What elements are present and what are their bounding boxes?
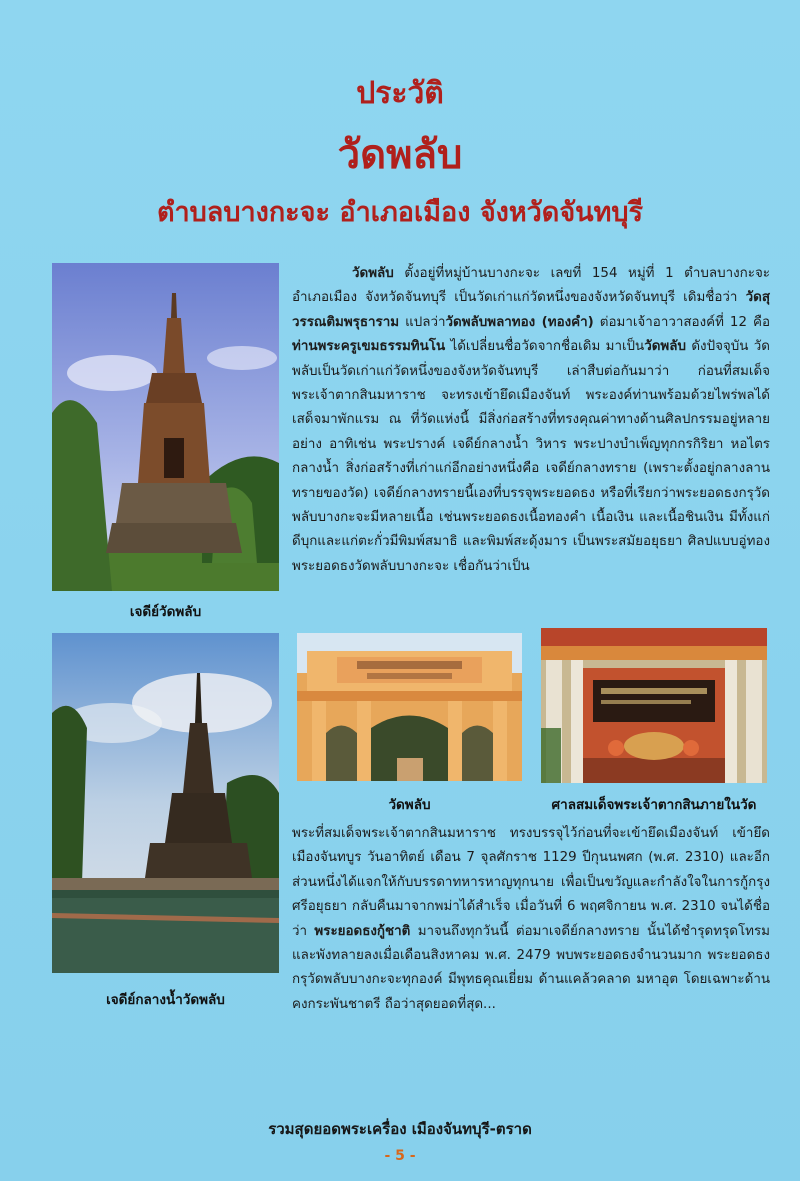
heading-history: ประวัติ xyxy=(356,76,444,111)
old-name-bold: วัดสุวรรณติมพรุธาราม xyxy=(292,290,770,330)
new-name-bold: วัดพลับ xyxy=(644,339,686,355)
abbot-name-bold: ท่านพระครูเขมธรรมทินโน xyxy=(292,339,446,355)
page-subtitle: ตำบลบางกะจะ อำเภอเมือง จังหวัดจันทบุรี xyxy=(156,197,644,228)
caption-shrine: ศาลสมเด็จพระเจ้าตากสินภายในวัด xyxy=(551,797,757,813)
caption-chedi: เจดีย์วัดพลับ xyxy=(129,604,202,620)
chedi-photo xyxy=(52,263,279,591)
temple-name-bold: วัดพลับ xyxy=(352,266,394,281)
history-paragraph-1 xyxy=(292,262,770,579)
caption-temple: วัดพลับ xyxy=(388,797,431,813)
shrine-photo xyxy=(541,628,767,783)
temple-gate-photo xyxy=(297,633,522,781)
text-run: ได้เปลี่ยนชื่อวัดจากชื่อเดิม มาเป็น xyxy=(445,339,645,355)
amulet-name-bold: พระยอดธงกู้ชาติ xyxy=(314,923,411,939)
page-number: - 5 - xyxy=(384,1148,416,1164)
text-run: แปลว่า xyxy=(399,314,446,330)
page-title: วัดพลับ xyxy=(337,132,463,178)
text-run: ดังปัจจุบัน วัดพลับเป็นวัดเก่าแก่วัดหนึ่งของจังหวัดจันทบุรี เล่าสืบต่อกันมาว่า ก่อนที่สมเด็จพระเจ้าตากสินมหาราช จะทรงเข้ายึดเมืองจันท์ พระองค์ท่านพร้อมด้วยไพร่พลได้เสด็จมาพักแรม ณ ที่วัดแห่งนี้ มีสิ่งก่อสร้างที่ทรงคุณค่าทางด้านศิลปกรรมอยู่หลายอย่าง อาทิเช่น พระปรางค์ เจดีย์กลางน้ำ วิหาร พระปางบำเพ็ญทุกกรกิริยา หอไตรกลางน้ำ สิ่งก่อสร้างที่เก่าแก่อีกอย่างหนึ่งคือ เจดีย์กลางทราย (เพราะตั้งอยู่กลางลานทรายของวัด) เจดีย์กลางทรายนี้เองที่บรรจุพระยอดธง หรือที่เรียกว่าพระยอดธงกรุวัดพลับบางกะจะมีหลายเนื้อ เช่นพระยอดธงเนื้อทองคำ เนื้อเงิน และเนื้อชินเงิน มีทั้งแก่ดีบุกและแก่ตะกั่วมีพิมพ์สมาธิ และพิมพ์สะดุ้งมาร เป็นพระสมัยอยุธยา ศิลปแบบอู่ทอง พระยอดธงวัดพลับบางกะจะ เชื่อกันว่าเป็น xyxy=(292,339,770,574)
caption-water-chedi: เจดีย์กลางน้ำวัดพลับ xyxy=(106,992,225,1008)
meaning-bold: วัดพลับพลาทอง (ทองคำ) xyxy=(445,314,594,330)
text-run: มาจนถึงทุกวันนี้ ต่อมาเจดีย์กลางทราย นั้นได้ชำรุดทรุดโทรมและพังทลายลงเมื่อเดือนสิงหาคม พ.ศ. 2479 พบพระยอดธงจำนวนมาก พระยอดธงกรุวัดพลับบางกะจะทุกองค์ มีพุทธคุณเยี่ยม ด้านแคล้วคลาด มหาอุต โดยเฉพาะด้านคงกระพันชาตรี ถือว่าสุดยอดที่สุด... xyxy=(292,923,770,1012)
text-run: ตั้งอยู่ที่หมู่บ้านบางกะจะ เลขที่ 154 หมู่ที่ 1 ตำบลบางกะจะ อำเภอเมือง จังหวัดจันทบุรี เป็นวัดเก่าแก่วัดหนึ่งของจังหวัดจันทบุรี เดิมชื่อว่า xyxy=(292,266,770,306)
text-run: พระที่สมเด็จพระเจ้าตากสินมหาราช ทรงบรรจุไว้ก่อนที่จะเข้ายึดเมืองจันท์ เข้ายึดเมืองจันทบูร วันอาทิตย์ เดือน 7 จุลศักราช 1129 ปีกุนนพศก (พ.ศ. 2310) และอีกส่วนหนึ่งได้แจกให้กับบรรดาทหารหาญทุกนาย เพื่อเป็นขวัญและกำลังใจในการกู้กรุงศรีอยุธยา กลับคืนมาจากพม่าได้สำเร็จ เมื่อวันที่ 6 พฤศจิกายน พ.ศ. 2310 จนได้ชื่อว่า xyxy=(292,826,770,939)
water-chedi-photo xyxy=(52,633,279,973)
history-paragraph-2 xyxy=(292,822,770,1017)
text-run: ต่อมาเจ้าอาวาสองค์ที่ 12 คือ xyxy=(593,314,770,330)
footer-book-title: รวมสุดยอดพระเครื่อง เมืองจันทบุรี-ตราด xyxy=(268,1120,532,1138)
